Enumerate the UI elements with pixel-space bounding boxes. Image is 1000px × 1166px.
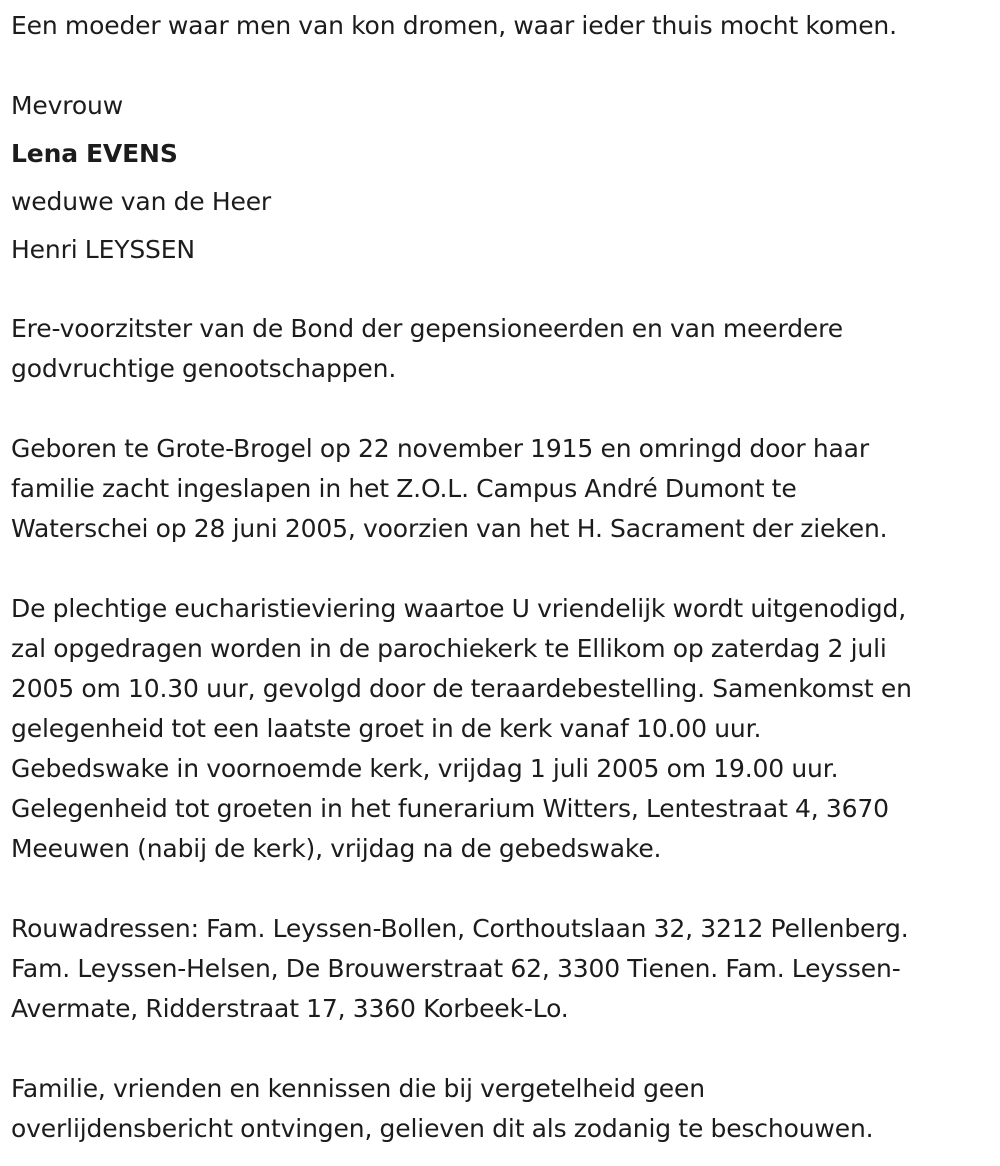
widow-of-label: weduwe van de Heer	[11, 187, 272, 216]
ceremony-paragraph	[11, 589, 996, 869]
salutation: Mevrouw	[11, 91, 124, 120]
paragraph-line: Fam. Leyssen-Helsen, De Brouwerstraat 62, 3300 Tienen. Fam. Leyssen-	[11, 954, 901, 983]
motto: Een moeder waar men van kon dromen, waar ieder thuis mocht komen.	[11, 11, 897, 40]
paragraph-line: 2005 om 10.30 uur, gevolgd door de teraardebestelling. Samenkomst en	[11, 674, 912, 703]
paragraph-line: Ere-voorzitster van de Bond der gepensioneerden en van meerdere	[11, 314, 843, 343]
paragraph-line: Gelegenheid tot groeten in het funerarium Witters, Lentestraat 4, 3670	[11, 794, 889, 823]
paragraph-line: Rouwadressen: Fam. Leyssen-Bollen, Corthoutslaan 32, 3212 Pellenberg.	[11, 914, 909, 943]
paragraph-line: godvruchtige genootschappen.	[11, 354, 397, 383]
paragraph-line: Meeuwen (nabij de kerk), vrijdag na de gebedswake.	[11, 834, 662, 863]
paragraph-line: Geboren te Grote-Brogel op 22 november 1915 en omringd door haar	[11, 434, 869, 463]
closing-paragraph	[11, 1069, 996, 1149]
paragraph-line: Avermate, Ridderstraat 17, 3360 Korbeek-Lo.	[11, 994, 569, 1023]
husband-name: Henri LEYSSEN	[11, 235, 195, 264]
paragraph-line: Gebedswake in voornoemde kerk, vrijdag 1 juli 2005 om 19.00 uur.	[11, 754, 839, 783]
paragraph-line: De plechtige eucharistieviering waartoe U vriendelijk wordt uitgenodigd,	[11, 594, 907, 623]
deceased-name: Lena EVENS	[11, 139, 178, 168]
paragraph-line: gelegenheid tot een laatste groet in de kerk vanaf 10.00 uur.	[11, 714, 762, 743]
paragraph-line: zal opgedragen worden in de parochiekerk te Ellikom op zaterdag 2 juli	[11, 634, 887, 663]
paragraph-line: familie zacht ingeslapen in het Z.O.L. Campus André Dumont te	[11, 474, 797, 503]
birth-death-paragraph	[11, 429, 996, 549]
paragraph-line: Waterschei op 28 juni 2005, voorzien van het H. Sacrament der zieken.	[11, 514, 888, 543]
addresses-paragraph	[11, 909, 996, 1029]
paragraph-line: overlijdensbericht ontvingen, gelieven dit als zodanig te beschouwen.	[11, 1114, 874, 1143]
honorary-paragraph	[11, 309, 996, 389]
paragraph-line: Familie, vrienden en kennissen die bij vergetelheid geen	[11, 1074, 705, 1103]
